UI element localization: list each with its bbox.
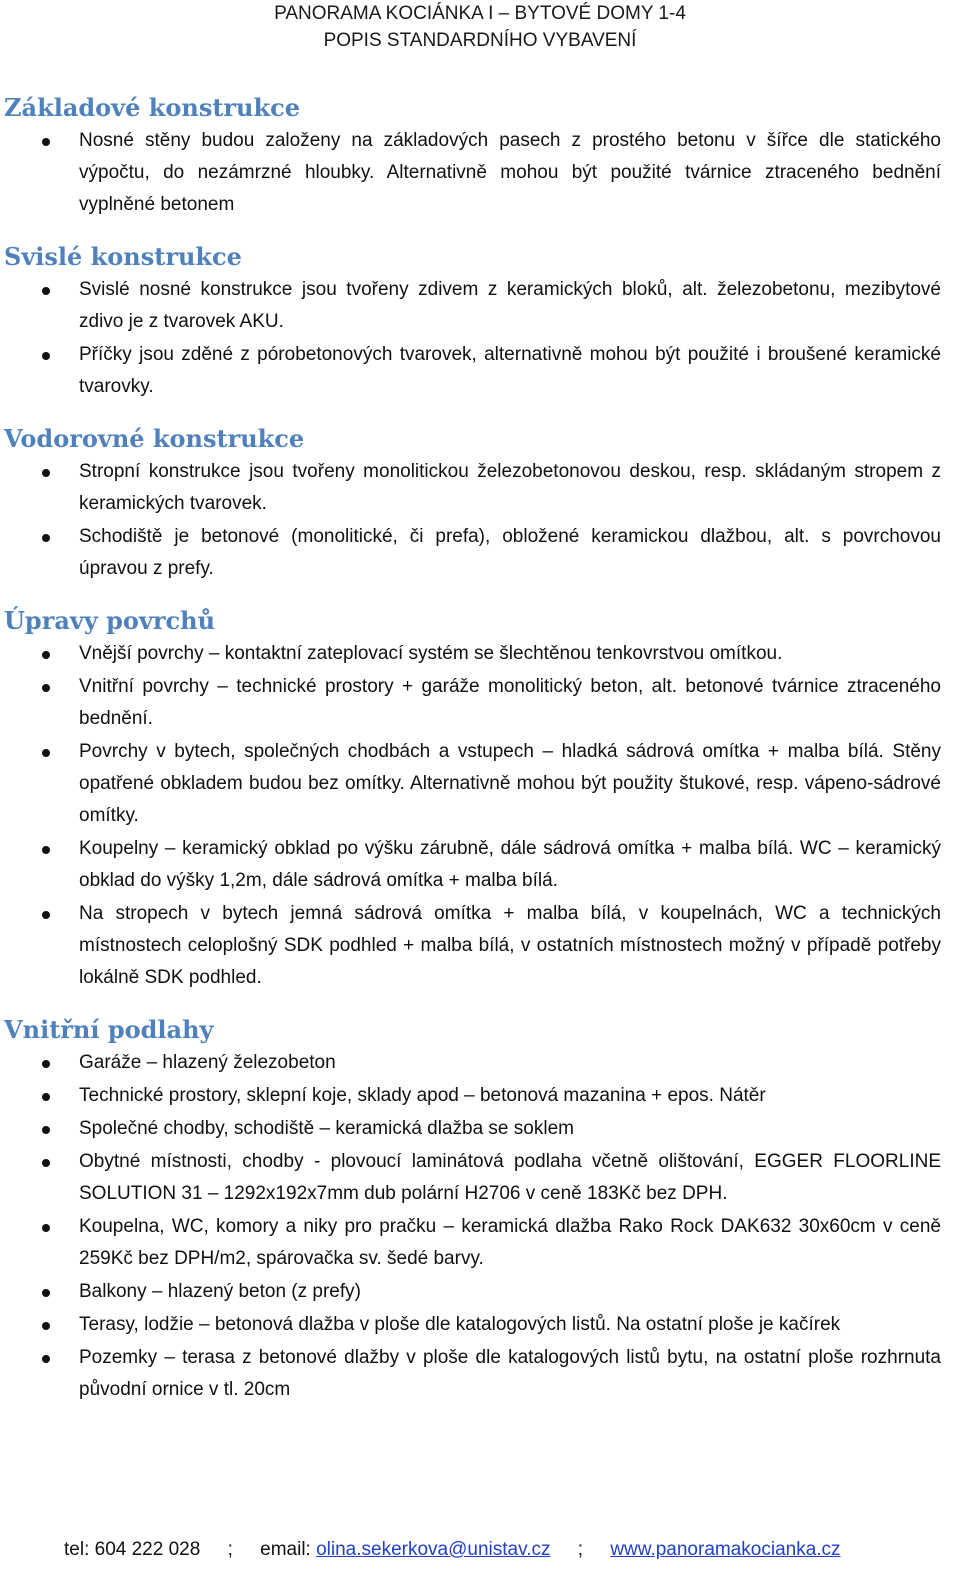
bullet-icon [42,749,50,757]
bullet-list [4,638,941,994]
list-item [4,339,941,403]
list-item [4,1211,941,1275]
section-upravy-povrchu [4,599,941,994]
list-item [4,1047,941,1079]
list-item-text: Koupelna, WC, komory a niky pro pračku – keramická dlažba Rako Rock DAK632 30x60cm v ceně 259Kč bez DPH/m2, spárovačka sv. šedé barvy. [79,1216,941,1269]
bullet-icon [42,1093,50,1101]
list-item-text: Nosné stěny budou založeny na základových pasech z prostého betonu v šířce dle statického výpočtu, do nezámrzné hloubky. Alternativně mohou být použité tvárnice ztraceného bednění vyplněné betonem [79,130,941,215]
list-item [4,1113,941,1145]
section-vnitrni-podlahy [4,1008,941,1406]
section-title: Základové konstrukce [4,93,301,122]
bullet-icon [42,469,50,477]
document-header [0,0,960,54]
list-item-text: Koupelny – keramický obklad po výšku zárubně, dále sádrová omítka + malba bílá. WC – keramický obklad do výšky 1,2m, dále sádrová omítka + malba bílá. [79,838,941,891]
bullet-list [4,1047,941,1406]
list-item-text: Schodiště je betonové (monolitické, či prefa), obložené keramickou dlažbou, alt. s povrchovou úpravou z prefy. [79,526,941,579]
bullet-icon [42,352,50,360]
bullet-icon [42,911,50,919]
bullet-icon [42,651,50,659]
list-item-text: Vnitřní povrchy – technické prostory + garáže monolitický beton, alt. betonové tvárnice ztraceného bednění. [79,676,941,729]
bullet-icon [42,1322,50,1330]
bullet-icon [42,1355,50,1363]
list-item-text: Pozemky – terasa z betonové dlažby v ploše dle katalogových listů bytu, na ostatní ploše rozhrnuta původní ornice v tl. 20cm [79,1347,941,1400]
footer-website-link[interactable]: www.panoramakocianka.cz [610,1539,841,1560]
bullet-icon [42,534,50,542]
list-item-text: Vnější povrchy – kontaktní zateplovací systém se šlechtěnou tenkovrstvou omítkou. [79,643,783,664]
footer-email-link[interactable]: olina.sekerkova@unistav.cz [316,1539,551,1560]
bullet-icon [42,684,50,692]
list-item [4,833,941,897]
list-item [4,1276,941,1308]
list-item-text: Terasy, lodžie – betonová dlažba v ploše dle katalogových listů. Na ostatní ploše je kačírek [79,1314,841,1335]
list-item [4,456,941,520]
bullet-list [4,125,941,221]
bullet-list [4,274,941,403]
list-item [4,1309,941,1341]
list-item-text: Stropní konstrukce jsou tvořeny monolitickou železobetonovou deskou, resp. skládaným stropem z keramických tvarovek. [79,461,941,514]
list-item [4,898,941,994]
list-item [4,521,941,585]
footer-separator: ; [227,1539,233,1560]
section-svisle [4,235,941,403]
list-item-text: Příčky jsou zděné z pórobetonových tvarovek, alternativně mohou být použité i broušené keramické tvarovky. [79,344,941,397]
bullet-icon [42,138,50,146]
document-footer [64,1534,841,1566]
list-item [4,736,941,832]
header-title: PANORAMA KOCIÁNKA I – BYTOVÉ DOMY 1-4 [274,3,686,24]
list-item [4,125,941,221]
footer-email-label: email: [260,1539,311,1560]
header-subtitle: POPIS STANDARDNÍHO VYBAVENÍ [323,30,637,51]
bullet-icon [42,1060,50,1068]
footer-separator: ; [577,1539,584,1560]
footer-phone: tel: 604 222 028 [64,1539,201,1560]
section-title: Vnitřní podlahy [4,1015,214,1044]
list-item-text: Na stropech v bytech jemná sádrová omítka + malba bílá, v koupelnách, WC a technických místnostech celoplošný SDK podhled + malba bílá, v ostatních místnostech možný v případě potřeby lokálně SDK podhled. [79,903,941,988]
section-vodorovne [4,417,941,585]
list-item [4,1342,941,1406]
bullet-icon [42,1224,50,1232]
bullet-icon [42,846,50,854]
bullet-icon [42,1159,50,1167]
list-item-text: Garáže – hlazený železobeton [79,1052,336,1073]
bullet-icon [42,1289,50,1297]
bullet-icon [42,1126,50,1134]
list-item-text: Povrchy v bytech, společných chodbách a vstupech – hladká sádrová omítka + malba bílá. Stěny opatřené obkladem budou bez omítky. Alternativně mohou být použity štukové, resp. vápeno-sádrové omítky. [79,741,941,826]
bullet-list [4,456,941,585]
list-item-text: Balkony – hlazený beton (z prefy) [79,1281,361,1302]
bullet-icon [42,287,50,295]
section-zakladove [4,86,941,221]
list-item [4,1146,941,1210]
list-item [4,274,941,338]
list-item-text: Obytné místnosti, chodby - plovoucí laminátová podlaha včetně olištování, EGGER FLOORLINE SOLUTION 31 – 1292x192x7mm dub polární H2706 v ceně 183Kč bez DPH. [79,1151,941,1204]
list-item-text: Technické prostory, sklepní koje, sklady apod – betonová mazanina + epos. Nátěr [79,1085,766,1106]
document-body [4,86,941,1420]
list-item-text: Společné chodby, schodiště – keramická dlažba se soklem [79,1118,574,1139]
list-item [4,671,941,735]
list-item [4,1080,941,1112]
section-title: Svislé konstrukce [4,242,242,271]
section-title: Vodorovné konstrukce [4,424,305,453]
list-item-text: Svislé nosné konstrukce jsou tvořeny zdivem z keramických bloků, alt. železobetonu, mezibytové zdivo je z tvarovek AKU. [79,279,941,332]
section-title: Úpravy povrchů [4,606,216,635]
list-item [4,638,941,670]
